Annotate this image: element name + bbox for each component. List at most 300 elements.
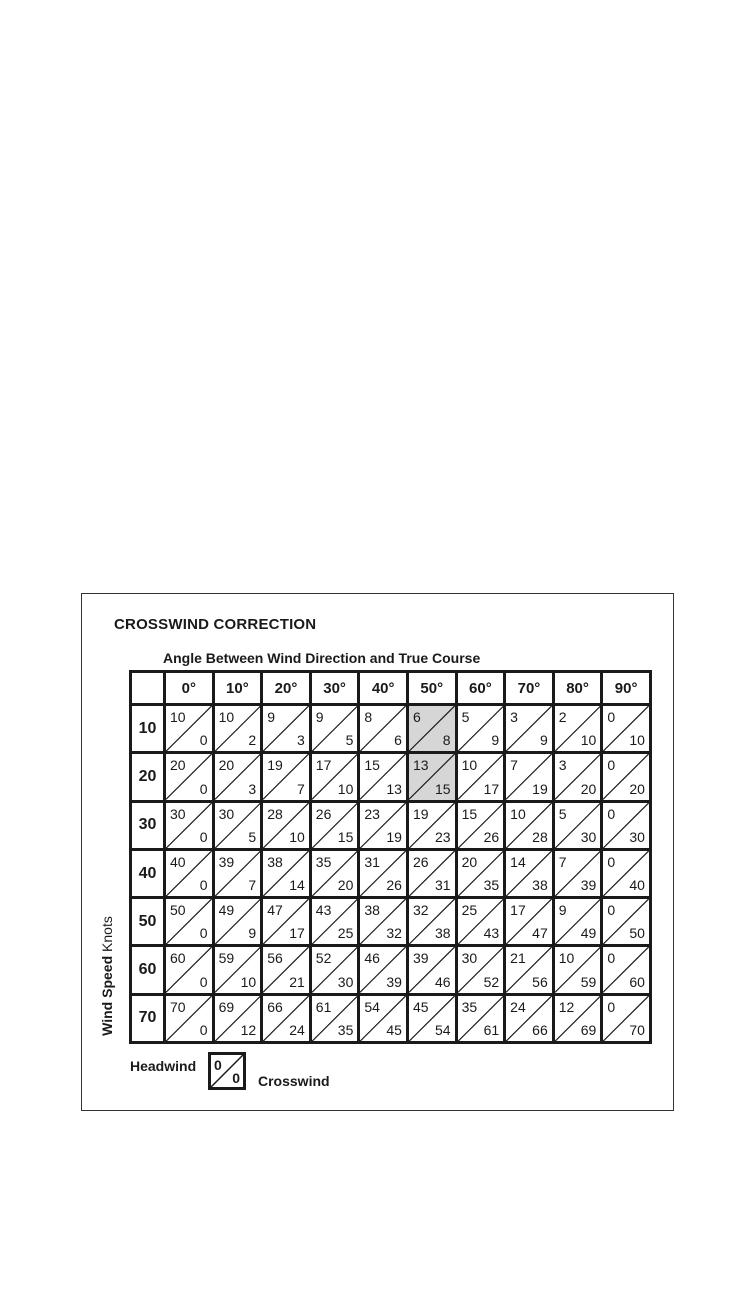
cell-content bbox=[312, 899, 358, 944]
headwind-value: 10 bbox=[510, 805, 526, 822]
cell-content bbox=[166, 754, 212, 799]
cell-content bbox=[263, 947, 309, 992]
table-cell bbox=[602, 898, 651, 946]
headwind-value: 39 bbox=[412, 950, 429, 967]
headwind-value: 38 bbox=[267, 853, 283, 870]
cell-content bbox=[263, 996, 309, 1041]
table-cell bbox=[213, 849, 262, 897]
legend-sample-headwind: 0 bbox=[214, 1057, 222, 1073]
table-row bbox=[131, 849, 651, 897]
cell-content bbox=[166, 899, 212, 944]
crosswind-value: 15 bbox=[434, 780, 451, 797]
crosswind-value: 14 bbox=[289, 877, 305, 894]
table-cell bbox=[165, 994, 214, 1042]
cell-content bbox=[555, 706, 601, 751]
headwind-value: 66 bbox=[267, 998, 283, 1015]
table-cell bbox=[407, 705, 456, 753]
column-header-row bbox=[131, 672, 651, 705]
table-cell bbox=[310, 946, 359, 994]
table-cell bbox=[553, 849, 602, 897]
table-cell bbox=[505, 753, 554, 801]
row-header-wind-speed: 70 bbox=[131, 994, 165, 1042]
table-cell bbox=[456, 849, 505, 897]
headwind-value: 3 bbox=[558, 757, 567, 774]
table-cell bbox=[407, 753, 456, 801]
table-cell bbox=[553, 898, 602, 946]
cell-content bbox=[166, 996, 212, 1041]
column-header: 40° bbox=[359, 672, 408, 705]
crosswind-value: 20 bbox=[629, 780, 645, 797]
cell-content bbox=[555, 803, 601, 848]
headwind-value: 35 bbox=[315, 853, 332, 870]
table-cell bbox=[456, 898, 505, 946]
crosswind-value: 10 bbox=[240, 973, 257, 990]
table-cell bbox=[456, 753, 505, 801]
cell-content bbox=[506, 899, 552, 944]
crosswind-value: 3 bbox=[248, 780, 257, 797]
table-cell bbox=[505, 801, 554, 849]
crosswind-value: 31 bbox=[434, 877, 451, 894]
cell-content bbox=[263, 754, 309, 799]
headwind-value: 30 bbox=[461, 950, 478, 967]
row-header-wind-speed: 20 bbox=[131, 753, 165, 801]
headwind-value: 50 bbox=[170, 902, 186, 919]
column-header: 80° bbox=[553, 672, 602, 705]
table-row bbox=[131, 898, 651, 946]
headwind-value: 49 bbox=[218, 902, 235, 919]
table-cell bbox=[553, 801, 602, 849]
chart-subtitle: Angle Between Wind Direction and True Course bbox=[163, 650, 481, 666]
table-cell bbox=[505, 994, 554, 1042]
table-cell bbox=[165, 946, 214, 994]
cell-content bbox=[360, 803, 406, 848]
crosswind-value: 61 bbox=[483, 1022, 500, 1039]
cell-content bbox=[458, 803, 504, 848]
headwind-value: 10 bbox=[218, 709, 235, 725]
table-cell bbox=[553, 946, 602, 994]
crosswind-value: 17 bbox=[483, 780, 500, 797]
crosswind-value: 0 bbox=[199, 877, 208, 894]
cell-content bbox=[458, 996, 504, 1041]
table-cell bbox=[165, 801, 214, 849]
headwind-value: 0 bbox=[607, 950, 616, 967]
headwind-value: 52 bbox=[315, 950, 332, 967]
crosswind-table bbox=[129, 670, 652, 1044]
table-cell bbox=[359, 705, 408, 753]
headwind-value: 10 bbox=[461, 757, 478, 774]
crosswind-value: 0 bbox=[199, 973, 208, 990]
table-row bbox=[131, 705, 651, 753]
headwind-value: 5 bbox=[558, 805, 567, 822]
table-cell bbox=[407, 849, 456, 897]
legend-headwind-label: Headwind bbox=[130, 1058, 197, 1074]
headwind-value: 12 bbox=[558, 998, 575, 1015]
table-cell bbox=[359, 753, 408, 801]
crosswind-value: 49 bbox=[580, 925, 597, 942]
column-header: 60° bbox=[456, 672, 505, 705]
crosswind-value: 12 bbox=[240, 1022, 257, 1039]
cell-content bbox=[603, 996, 649, 1041]
crosswind-chart-frame bbox=[81, 593, 674, 1111]
crosswind-value: 15 bbox=[337, 828, 354, 845]
headwind-value: 38 bbox=[364, 902, 380, 919]
cell-content bbox=[215, 851, 261, 896]
crosswind-value: 30 bbox=[337, 973, 354, 990]
headwind-value: 30 bbox=[218, 805, 235, 822]
table-corner bbox=[131, 672, 165, 705]
crosswind-value: 38 bbox=[532, 877, 548, 894]
crosswind-value: 66 bbox=[532, 1022, 548, 1039]
table-cell bbox=[213, 994, 262, 1042]
column-header: 30° bbox=[310, 672, 359, 705]
crosswind-value: 0 bbox=[199, 780, 208, 797]
table-cell bbox=[165, 898, 214, 946]
crosswind-value: 70 bbox=[629, 1022, 645, 1039]
table-cell bbox=[262, 849, 311, 897]
headwind-value: 54 bbox=[364, 998, 380, 1015]
crosswind-value: 6 bbox=[394, 732, 402, 749]
chart-title: CROSSWIND CORRECTION bbox=[114, 616, 317, 633]
cell-content bbox=[506, 803, 552, 848]
table-cell bbox=[262, 994, 311, 1042]
table-cell bbox=[262, 705, 311, 753]
legend-sample-cell bbox=[208, 1052, 246, 1090]
cell-content bbox=[603, 947, 649, 992]
crosswind-value: 38 bbox=[434, 925, 451, 942]
headwind-value: 23 bbox=[364, 805, 380, 822]
cell-content bbox=[555, 947, 601, 992]
headwind-value: 24 bbox=[510, 998, 526, 1015]
table-cell bbox=[165, 849, 214, 897]
cell-content bbox=[409, 996, 455, 1041]
y-axis-label-unit: Knots bbox=[99, 916, 115, 956]
table-cell bbox=[310, 898, 359, 946]
cell-content bbox=[555, 851, 601, 896]
cell-content bbox=[215, 803, 261, 848]
headwind-value: 0 bbox=[607, 805, 616, 822]
headwind-value: 26 bbox=[412, 853, 429, 870]
cell-content bbox=[458, 947, 504, 992]
cell-content bbox=[409, 851, 455, 896]
table-row bbox=[131, 801, 651, 849]
table-cell bbox=[553, 994, 602, 1042]
crosswind-value: 40 bbox=[629, 877, 645, 894]
crosswind-value: 26 bbox=[483, 828, 500, 845]
headwind-value: 14 bbox=[510, 853, 526, 870]
headwind-value: 60 bbox=[170, 950, 186, 967]
crosswind-value: 30 bbox=[580, 828, 597, 845]
table-cell bbox=[602, 705, 651, 753]
table-cell bbox=[310, 849, 359, 897]
cell-content bbox=[263, 803, 309, 848]
cell-content bbox=[263, 706, 309, 751]
headwind-value: 9 bbox=[267, 709, 275, 725]
headwind-value: 56 bbox=[267, 950, 283, 967]
cell-content bbox=[166, 803, 212, 848]
table-cell bbox=[310, 705, 359, 753]
table-cell bbox=[359, 801, 408, 849]
table-cell bbox=[213, 801, 262, 849]
cell-content bbox=[458, 851, 504, 896]
cell-content bbox=[312, 947, 358, 992]
cell-content bbox=[360, 851, 406, 896]
table-cell bbox=[359, 994, 408, 1042]
cell-content bbox=[312, 996, 358, 1041]
crosswind-value: 10 bbox=[580, 732, 597, 749]
column-header: 50° bbox=[407, 672, 456, 705]
crosswind-value: 10 bbox=[337, 780, 354, 797]
cell-content bbox=[555, 996, 601, 1041]
cell-content bbox=[166, 851, 212, 896]
headwind-value: 30 bbox=[170, 805, 186, 822]
headwind-value: 0 bbox=[607, 902, 616, 919]
cell-content bbox=[506, 851, 552, 896]
headwind-value: 20 bbox=[170, 757, 186, 774]
cell-content bbox=[360, 706, 406, 751]
table-cell bbox=[456, 946, 505, 994]
table-cell bbox=[407, 801, 456, 849]
table-cell bbox=[310, 801, 359, 849]
crosswind-value: 0 bbox=[199, 828, 208, 845]
cell-content bbox=[458, 706, 504, 751]
crosswind-value: 52 bbox=[483, 973, 500, 990]
headwind-value: 13 bbox=[412, 757, 429, 774]
cell-content bbox=[312, 803, 358, 848]
cell-content bbox=[360, 899, 406, 944]
cell-content bbox=[603, 803, 649, 848]
crosswind-value: 30 bbox=[629, 828, 645, 845]
table-cell bbox=[262, 898, 311, 946]
cell-content bbox=[555, 754, 601, 799]
headwind-value: 47 bbox=[267, 902, 283, 919]
table-cell bbox=[602, 946, 651, 994]
crosswind-value: 46 bbox=[434, 973, 451, 990]
column-header: 10° bbox=[213, 672, 262, 705]
headwind-value: 45 bbox=[412, 998, 429, 1015]
headwind-value: 0 bbox=[607, 709, 616, 725]
row-header-wind-speed: 60 bbox=[131, 946, 165, 994]
table-cell bbox=[165, 753, 214, 801]
crosswind-value: 23 bbox=[434, 828, 451, 845]
cell-content bbox=[603, 899, 649, 944]
crosswind-value: 8 bbox=[442, 732, 451, 749]
headwind-value: 0 bbox=[607, 853, 616, 870]
headwind-value: 39 bbox=[218, 853, 235, 870]
headwind-value: 70 bbox=[170, 998, 186, 1015]
crosswind-value: 0 bbox=[199, 1022, 208, 1039]
cell-content bbox=[409, 706, 455, 751]
headwind-value: 0 bbox=[607, 757, 616, 774]
headwind-value: 28 bbox=[267, 805, 283, 822]
table-cell bbox=[602, 849, 651, 897]
crosswind-value: 17 bbox=[289, 925, 305, 942]
table-cell bbox=[407, 994, 456, 1042]
crosswind-value: 0 bbox=[199, 925, 208, 942]
table-cell bbox=[310, 994, 359, 1042]
cell-content bbox=[263, 851, 309, 896]
crosswind-value: 24 bbox=[289, 1022, 305, 1039]
cell-content bbox=[215, 947, 261, 992]
crosswind-value: 21 bbox=[289, 973, 305, 990]
table-cell bbox=[456, 801, 505, 849]
crosswind-value: 26 bbox=[386, 877, 402, 894]
column-header: 0° bbox=[165, 672, 214, 705]
cell-content bbox=[458, 899, 504, 944]
headwind-value: 8 bbox=[364, 709, 373, 725]
headwind-value: 10 bbox=[170, 709, 186, 725]
headwind-value: 15 bbox=[461, 805, 478, 822]
legend-crosswind-label: Crosswind bbox=[258, 1073, 330, 1089]
crosswind-value: 3 bbox=[296, 732, 305, 749]
headwind-value: 0 bbox=[607, 998, 616, 1015]
cell-content bbox=[263, 899, 309, 944]
headwind-value: 7 bbox=[510, 757, 518, 774]
table-cell bbox=[359, 898, 408, 946]
column-header: 20° bbox=[262, 672, 311, 705]
crosswind-value: 10 bbox=[629, 732, 645, 749]
crosswind-value: 28 bbox=[532, 828, 548, 845]
headwind-value: 25 bbox=[461, 902, 478, 919]
table-cell bbox=[505, 705, 554, 753]
cell-content bbox=[215, 706, 261, 751]
cell-content bbox=[215, 996, 261, 1041]
crosswind-value: 10 bbox=[289, 828, 305, 845]
cell-content bbox=[506, 996, 552, 1041]
cell-content bbox=[360, 996, 406, 1041]
crosswind-value: 60 bbox=[629, 973, 645, 990]
crosswind-value: 45 bbox=[386, 1022, 402, 1039]
cell-content bbox=[312, 851, 358, 896]
y-axis-label bbox=[99, 910, 117, 1042]
table-cell bbox=[262, 801, 311, 849]
row-header-wind-speed: 10 bbox=[131, 705, 165, 753]
table-cell bbox=[213, 753, 262, 801]
headwind-value: 15 bbox=[364, 757, 380, 774]
cell-content bbox=[215, 899, 261, 944]
headwind-value: 46 bbox=[364, 950, 380, 967]
headwind-value: 20 bbox=[461, 853, 478, 870]
table-row bbox=[131, 753, 651, 801]
crosswind-value: 9 bbox=[248, 925, 257, 942]
table-cell bbox=[456, 994, 505, 1042]
cell-content bbox=[458, 754, 504, 799]
row-header-wind-speed: 30 bbox=[131, 801, 165, 849]
headwind-value: 32 bbox=[412, 902, 429, 919]
headwind-value: 21 bbox=[510, 950, 526, 967]
headwind-value: 19 bbox=[412, 805, 429, 822]
table-row bbox=[131, 946, 651, 994]
headwind-value: 19 bbox=[267, 757, 283, 774]
table-cell bbox=[262, 753, 311, 801]
table-cell bbox=[310, 753, 359, 801]
column-header: 70° bbox=[505, 672, 554, 705]
table-cell bbox=[407, 898, 456, 946]
table-cell bbox=[213, 946, 262, 994]
headwind-value: 6 bbox=[412, 709, 421, 725]
cell-content bbox=[409, 754, 455, 799]
headwind-value: 3 bbox=[510, 709, 518, 725]
cell-content bbox=[409, 899, 455, 944]
table-cell bbox=[553, 753, 602, 801]
table-cell bbox=[602, 801, 651, 849]
crosswind-value: 59 bbox=[580, 973, 597, 990]
crosswind-value: 39 bbox=[386, 973, 402, 990]
crosswind-value: 5 bbox=[345, 732, 354, 749]
cell-content bbox=[166, 706, 212, 751]
cell-content bbox=[360, 947, 406, 992]
table-cell bbox=[505, 946, 554, 994]
headwind-value: 31 bbox=[364, 853, 380, 870]
crosswind-value: 9 bbox=[539, 732, 548, 749]
cell-content bbox=[506, 706, 552, 751]
table-cell bbox=[359, 946, 408, 994]
table-cell bbox=[407, 946, 456, 994]
crosswind-value: 20 bbox=[337, 877, 354, 894]
table-cell bbox=[165, 705, 214, 753]
cell-content bbox=[506, 754, 552, 799]
table-cell bbox=[602, 994, 651, 1042]
legend-sample-crosswind: 0 bbox=[232, 1070, 240, 1086]
crosswind-value: 69 bbox=[580, 1022, 597, 1039]
crosswind-value: 43 bbox=[483, 925, 500, 942]
table-cell bbox=[505, 898, 554, 946]
headwind-value: 59 bbox=[218, 950, 235, 967]
headwind-value: 17 bbox=[510, 902, 526, 919]
headwind-value: 9 bbox=[558, 902, 567, 919]
table-cell bbox=[505, 849, 554, 897]
cell-content bbox=[409, 947, 455, 992]
cell-content bbox=[603, 754, 649, 799]
row-header-wind-speed: 40 bbox=[131, 849, 165, 897]
table-cell bbox=[213, 705, 262, 753]
cell-content bbox=[555, 899, 601, 944]
crosswind-value: 19 bbox=[386, 828, 402, 845]
headwind-value: 61 bbox=[315, 998, 332, 1015]
table-row bbox=[131, 994, 651, 1042]
headwind-value: 2 bbox=[558, 709, 567, 725]
row-header-wind-speed: 50 bbox=[131, 898, 165, 946]
cell-content bbox=[506, 947, 552, 992]
crosswind-value: 35 bbox=[483, 877, 500, 894]
headwind-value: 7 bbox=[558, 853, 567, 870]
headwind-value: 43 bbox=[315, 902, 332, 919]
crosswind-value: 13 bbox=[386, 780, 402, 797]
crosswind-value: 32 bbox=[386, 925, 402, 942]
crosswind-value: 47 bbox=[532, 925, 548, 942]
table-cell bbox=[262, 946, 311, 994]
table-cell bbox=[456, 705, 505, 753]
headwind-value: 10 bbox=[558, 950, 575, 967]
table-cell bbox=[359, 849, 408, 897]
column-header: 90° bbox=[602, 672, 651, 705]
headwind-value: 35 bbox=[461, 998, 478, 1015]
headwind-value: 9 bbox=[315, 709, 324, 725]
crosswind-value: 9 bbox=[491, 732, 500, 749]
cell-content bbox=[166, 947, 212, 992]
table-cell bbox=[213, 898, 262, 946]
crosswind-value: 50 bbox=[629, 925, 645, 942]
crosswind-value: 25 bbox=[337, 925, 354, 942]
cell-content bbox=[603, 706, 649, 751]
cell-content bbox=[409, 803, 455, 848]
table-cell bbox=[602, 753, 651, 801]
cell-content bbox=[360, 754, 406, 799]
cell-content bbox=[603, 851, 649, 896]
crosswind-value: 20 bbox=[580, 780, 597, 797]
headwind-value: 26 bbox=[315, 805, 332, 822]
table-body bbox=[131, 705, 651, 1043]
crosswind-value: 5 bbox=[248, 828, 257, 845]
